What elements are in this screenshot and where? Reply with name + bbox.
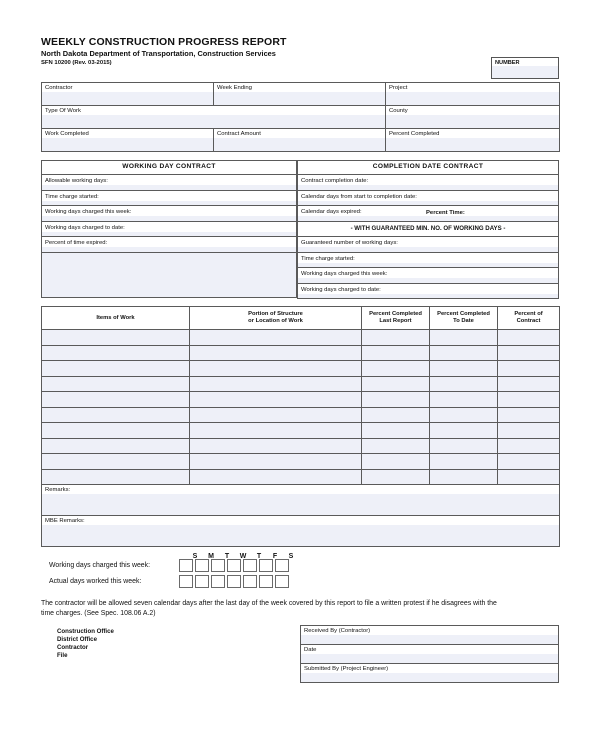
table-row bbox=[301, 645, 559, 664]
table-row bbox=[42, 407, 560, 423]
signature-field[interactable] bbox=[301, 626, 559, 645]
day-checkbox[interactable] bbox=[211, 575, 225, 588]
remarks-label: Remarks: bbox=[42, 485, 559, 494]
column-header-line-2: To Date bbox=[453, 318, 474, 324]
table-row bbox=[42, 469, 560, 485]
items-cell[interactable] bbox=[430, 438, 498, 454]
items-cell[interactable] bbox=[42, 423, 190, 439]
completion-date-contract-table bbox=[297, 160, 559, 299]
contractor-label: Contractor bbox=[42, 83, 213, 92]
day-of-week-header: W bbox=[239, 553, 247, 560]
form-code: SFN 10200 (Rev. 03-2015) bbox=[41, 60, 112, 66]
type-of-work-label: Type Of Work bbox=[42, 106, 385, 115]
column-header-line-1: Percent Completed bbox=[437, 311, 490, 317]
day-checkbox[interactable] bbox=[195, 575, 209, 588]
days-rows bbox=[41, 557, 559, 589]
items-cell[interactable] bbox=[498, 407, 560, 423]
day-checkbox[interactable] bbox=[227, 575, 241, 588]
table-row bbox=[42, 345, 560, 361]
type-of-work-field[interactable] bbox=[42, 106, 386, 129]
column-header-portion-of-structure bbox=[190, 307, 362, 330]
items-cell[interactable] bbox=[42, 392, 190, 408]
items-cell[interactable] bbox=[498, 345, 560, 361]
column-header-line-1: Portion of Structure bbox=[248, 311, 303, 317]
guaranteed-min-heading: - WITH GUARANTEED MIN. NO. OF WORKING DAYS - bbox=[350, 224, 506, 232]
table-row bbox=[298, 268, 559, 284]
items-cell[interactable] bbox=[362, 454, 430, 470]
days-charged-row bbox=[41, 573, 559, 589]
project-field[interactable] bbox=[386, 83, 560, 106]
table-row bbox=[298, 190, 559, 206]
contractor-field[interactable] bbox=[42, 83, 214, 106]
mbe-remarks-row bbox=[42, 516, 560, 547]
items-cell[interactable] bbox=[498, 469, 560, 485]
items-cell[interactable] bbox=[42, 330, 190, 346]
column-header-percent-completed-last-report bbox=[362, 307, 430, 330]
cd-wd-charged-to-date-label: Working days charged to date: bbox=[298, 284, 558, 294]
contract-completion-date-field[interactable] bbox=[298, 175, 559, 191]
items-cell[interactable] bbox=[362, 376, 430, 392]
day-of-week-header: S bbox=[288, 553, 294, 560]
county-field[interactable] bbox=[386, 106, 560, 129]
mbe-remarks-label: MBE Remarks: bbox=[42, 516, 559, 525]
contract-amount-label: Contract Amount bbox=[214, 129, 385, 138]
mbe-remarks-field[interactable] bbox=[42, 516, 560, 547]
items-cell[interactable] bbox=[498, 423, 560, 439]
table-row bbox=[42, 361, 560, 377]
percent-completed-field[interactable] bbox=[386, 129, 560, 152]
allowable-working-days-label: Allowable working days: bbox=[42, 175, 296, 185]
percent-time-expired-label: Percent of time expired: bbox=[42, 237, 296, 247]
remarks-field[interactable] bbox=[42, 485, 560, 516]
items-of-work-table bbox=[41, 306, 560, 547]
working-day-contract-heading-cell bbox=[42, 161, 297, 175]
signature-label: Received By (Contractor) bbox=[301, 626, 558, 635]
day-checkbox[interactable] bbox=[259, 559, 273, 572]
column-header-percent-of-contract bbox=[498, 307, 560, 330]
items-cell[interactable] bbox=[362, 469, 430, 485]
day-checkbox[interactable] bbox=[243, 575, 257, 588]
day-checkbox-group bbox=[179, 559, 291, 572]
items-cell[interactable] bbox=[42, 469, 190, 485]
protest-notice-line-1: The contractor will be allowed seven calendar days after the last day of the week covered by this report to file a written protest bbox=[41, 600, 425, 607]
items-cell[interactable] bbox=[430, 407, 498, 423]
day-of-week-header: S bbox=[192, 553, 198, 560]
items-cell[interactable] bbox=[190, 454, 362, 470]
table-row bbox=[42, 129, 560, 152]
allowable-working-days-field[interactable] bbox=[42, 175, 297, 191]
column-header-line-1: Percent of bbox=[514, 311, 543, 317]
contract-sections bbox=[41, 160, 559, 299]
cd-wd-charged-to-date-field[interactable] bbox=[298, 283, 559, 299]
items-cell[interactable] bbox=[362, 407, 430, 423]
cd-wd-charged-this-week-field[interactable] bbox=[298, 268, 559, 284]
contract-completion-date-label: Contract completion date: bbox=[298, 175, 558, 185]
column-header-line-1: Percent Completed bbox=[369, 311, 422, 317]
column-header-line-2: Contract bbox=[516, 318, 541, 324]
items-cell[interactable] bbox=[362, 330, 430, 346]
number-field[interactable] bbox=[491, 57, 559, 79]
working-day-contract-heading: WORKING DAY CONTRACT bbox=[122, 163, 216, 170]
items-cell[interactable] bbox=[430, 423, 498, 439]
completion-date-contract-heading-cell bbox=[298, 161, 559, 175]
remarks-row bbox=[42, 485, 560, 516]
items-cell[interactable] bbox=[190, 361, 362, 377]
work-completed-label: Work Completed bbox=[42, 129, 213, 138]
table-row bbox=[298, 161, 559, 175]
days-charged-row bbox=[41, 557, 559, 573]
items-cell[interactable] bbox=[190, 376, 362, 392]
items-cell[interactable] bbox=[362, 438, 430, 454]
table-row bbox=[298, 237, 559, 253]
items-header-row bbox=[42, 307, 560, 330]
table-row bbox=[42, 175, 297, 191]
table-row bbox=[298, 283, 559, 299]
working-day-contract-section bbox=[41, 160, 297, 299]
week-ending-label: Week Ending bbox=[214, 83, 385, 92]
items-cell[interactable] bbox=[498, 438, 560, 454]
items-cell[interactable] bbox=[190, 407, 362, 423]
items-body bbox=[42, 330, 560, 485]
days-charged-label: Working days charged this week: bbox=[49, 561, 150, 569]
signature-label: Date bbox=[301, 645, 558, 654]
number-label: NUMBER bbox=[492, 58, 558, 66]
table-row bbox=[42, 206, 297, 222]
signature-field[interactable] bbox=[301, 645, 559, 664]
day-of-week-header: T bbox=[256, 553, 262, 560]
table-row bbox=[42, 83, 560, 106]
distribution-item: Construction Office bbox=[57, 628, 114, 635]
items-cell[interactable] bbox=[190, 438, 362, 454]
days-charged-section bbox=[41, 553, 559, 593]
project-label: Project bbox=[386, 83, 559, 92]
table-row bbox=[42, 106, 560, 129]
day-checkbox[interactable] bbox=[275, 575, 289, 588]
agency-subtitle: North Dakota Department of Transportation, Construction Services bbox=[41, 49, 276, 58]
week-ending-field[interactable] bbox=[214, 83, 386, 106]
day-checkbox[interactable] bbox=[275, 559, 289, 572]
cd-time-charge-started-label: Time charge started: bbox=[298, 253, 558, 263]
table-row bbox=[42, 423, 560, 439]
time-charge-started-label: Time charge started: bbox=[42, 191, 296, 201]
wd-charged-this-week-label: Working days charged this week: bbox=[42, 206, 296, 216]
cd-time-charge-started-field[interactable] bbox=[298, 252, 559, 268]
items-cell[interactable] bbox=[498, 376, 560, 392]
items-cell[interactable] bbox=[498, 361, 560, 377]
working-day-contract-blank-area[interactable] bbox=[42, 252, 297, 297]
column-header-line-2: Last Report bbox=[379, 318, 412, 324]
day-checkbox[interactable] bbox=[195, 559, 209, 572]
day-checkbox[interactable] bbox=[179, 559, 193, 572]
table-row bbox=[42, 392, 560, 408]
days-charged-label: Actual days worked this week: bbox=[49, 577, 142, 585]
county-label: County bbox=[386, 106, 559, 115]
table-row bbox=[298, 221, 559, 237]
protest-notice bbox=[41, 599, 511, 618]
calendar-days-expired-field[interactable] bbox=[298, 206, 559, 222]
day-of-week-header: T bbox=[224, 553, 230, 560]
day-checkbox[interactable] bbox=[179, 575, 193, 588]
form-sheet bbox=[41, 36, 559, 685]
completion-date-contract-heading: COMPLETION DATE CONTRACT bbox=[372, 163, 484, 170]
table-row bbox=[42, 190, 297, 206]
percent-time-label: Percent Time: bbox=[426, 206, 465, 216]
table-row bbox=[301, 626, 559, 645]
distribution-item: Contractor bbox=[57, 644, 89, 651]
column-header-items-of-work bbox=[42, 307, 190, 330]
items-cell[interactable] bbox=[190, 392, 362, 408]
wd-charged-to-date-field[interactable] bbox=[42, 221, 297, 237]
day-of-week-header: M bbox=[208, 553, 214, 560]
items-cell[interactable] bbox=[498, 330, 560, 346]
table-row bbox=[298, 175, 559, 191]
items-cell[interactable] bbox=[498, 454, 560, 470]
guaranteed-working-days-label: Guaranteed number of working days: bbox=[298, 237, 558, 247]
items-cell[interactable] bbox=[190, 330, 362, 346]
items-cell[interactable] bbox=[362, 345, 430, 361]
day-checkbox-group bbox=[179, 575, 291, 588]
column-header-line-2: or Location of Work bbox=[248, 318, 303, 324]
items-cell[interactable] bbox=[362, 423, 430, 439]
percent-completed-label: Percent Completed bbox=[386, 129, 559, 138]
items-cell[interactable] bbox=[42, 361, 190, 377]
items-cell[interactable] bbox=[190, 469, 362, 485]
distribution-item: File bbox=[57, 652, 68, 659]
day-of-week-header: F bbox=[272, 553, 278, 560]
signature-field[interactable] bbox=[301, 664, 559, 683]
items-cell[interactable] bbox=[190, 423, 362, 439]
table-row bbox=[42, 330, 560, 346]
column-header-percent-completed-to-date bbox=[430, 307, 498, 330]
items-cell[interactable] bbox=[430, 392, 498, 408]
contract-amount-field[interactable] bbox=[214, 129, 386, 152]
distribution-list bbox=[57, 628, 114, 660]
cd-wd-charged-this-week-label: Working days charged this week: bbox=[298, 268, 558, 278]
items-cell[interactable] bbox=[430, 330, 498, 346]
percent-time-expired-field[interactable] bbox=[42, 237, 297, 253]
table-row bbox=[42, 221, 297, 237]
work-completed-field[interactable] bbox=[42, 129, 214, 152]
table-row bbox=[298, 206, 559, 222]
items-cell[interactable] bbox=[42, 345, 190, 361]
items-cell[interactable] bbox=[42, 438, 190, 454]
signature-table bbox=[300, 625, 559, 683]
column-header-line-1: Items of Work bbox=[96, 314, 135, 321]
day-checkbox[interactable] bbox=[243, 559, 257, 572]
table-row bbox=[42, 376, 560, 392]
form-footer bbox=[41, 625, 559, 685]
items-cell[interactable] bbox=[430, 361, 498, 377]
day-checkbox[interactable] bbox=[211, 559, 225, 572]
table-row bbox=[42, 252, 297, 297]
distribution-item: District Office bbox=[57, 636, 97, 643]
identification-table bbox=[41, 82, 560, 152]
items-cell[interactable] bbox=[42, 407, 190, 423]
table-row bbox=[42, 237, 297, 253]
day-checkbox[interactable] bbox=[227, 559, 241, 572]
guaranteed-working-days-field[interactable] bbox=[298, 237, 559, 253]
items-cell[interactable] bbox=[362, 392, 430, 408]
completion-date-contract-section bbox=[297, 160, 559, 299]
table-row bbox=[42, 454, 560, 470]
working-day-contract-table bbox=[41, 160, 297, 298]
day-checkbox[interactable] bbox=[259, 575, 273, 588]
day-of-week-headers bbox=[187, 553, 299, 560]
items-cell[interactable] bbox=[498, 392, 560, 408]
calendar-days-start-to-completion-field[interactable] bbox=[298, 190, 559, 206]
items-cell[interactable] bbox=[430, 469, 498, 485]
calendar-days-expired-label: Calendar days expired: bbox=[298, 206, 558, 216]
time-charge-started-field[interactable] bbox=[42, 190, 297, 206]
items-cell[interactable] bbox=[42, 454, 190, 470]
signature-label: Submitted By (Project Engineer) bbox=[301, 664, 558, 673]
table-row bbox=[298, 252, 559, 268]
table-row bbox=[301, 664, 559, 683]
guaranteed-min-heading-cell bbox=[298, 221, 559, 237]
protest-notice-line-2: if he disagrees with the time charges. (See Spec. 108.06 A.2) bbox=[41, 600, 497, 617]
signature-body bbox=[301, 626, 559, 683]
items-cell[interactable] bbox=[430, 345, 498, 361]
form-header bbox=[41, 36, 559, 82]
items-cell[interactable] bbox=[42, 376, 190, 392]
items-cell[interactable] bbox=[430, 376, 498, 392]
items-cell[interactable] bbox=[190, 345, 362, 361]
table-row bbox=[42, 438, 560, 454]
items-cell[interactable] bbox=[430, 454, 498, 470]
wd-charged-to-date-label: Working days charged to date: bbox=[42, 222, 296, 232]
items-cell[interactable] bbox=[362, 361, 430, 377]
table-row bbox=[42, 161, 297, 175]
wd-charged-this-week-field[interactable] bbox=[42, 206, 297, 222]
calendar-days-start-to-completion-label: Calendar days from start to completion date: bbox=[298, 191, 558, 201]
page-title: WEEKLY CONSTRUCTION PROGRESS REPORT bbox=[41, 36, 287, 48]
